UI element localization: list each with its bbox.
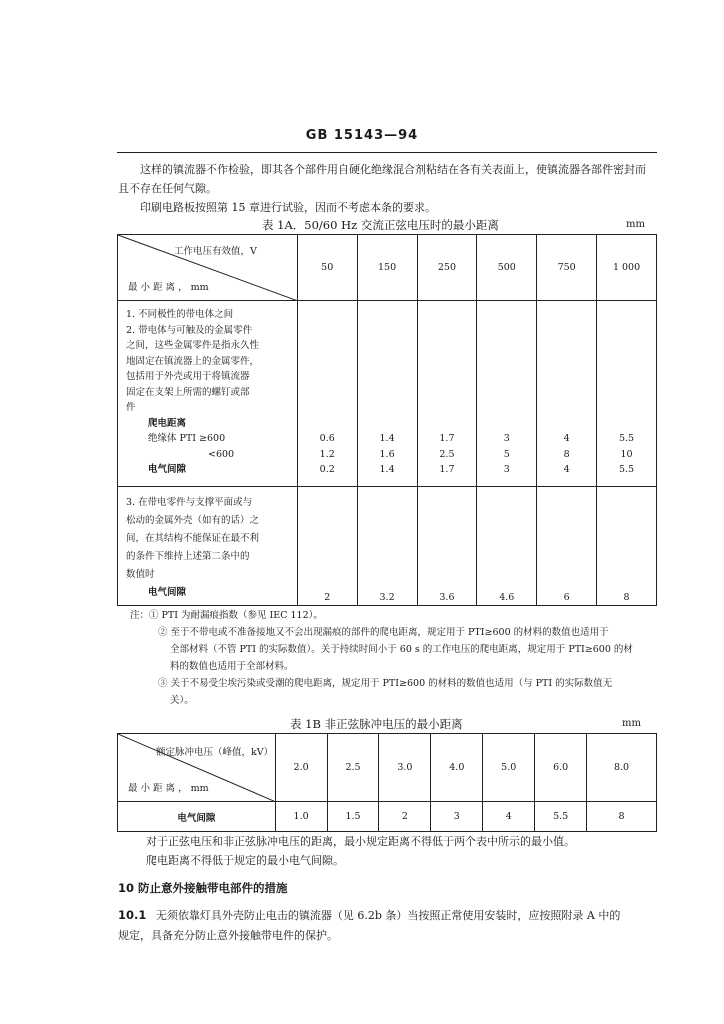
note-3-line-1: ③ 关于不易受尘埃污染或受潮的爬电距离，规定用于 PTI≥600 的材料的数值也适用（与 PTI 的实际数值无 xyxy=(158,678,613,689)
clearance-label: 电气间隙 xyxy=(148,464,187,475)
table-1a-notes xyxy=(130,607,660,709)
table-1b-value: 4 xyxy=(483,802,535,832)
group-3-line: 的条件下维持上述第二条中的 xyxy=(126,551,250,562)
table-1b-value: 3 xyxy=(431,802,483,832)
pti-high-value: 4 xyxy=(563,433,570,444)
pti-low-label: <600 xyxy=(208,448,235,460)
table-1a-col-header: 500 xyxy=(477,235,537,301)
group-3-value: 8 xyxy=(597,487,657,606)
table-1a-values-col xyxy=(597,301,657,487)
pti-low-value: 5 xyxy=(503,448,510,460)
pti-high-value: 5.5 xyxy=(618,433,635,444)
table-1b-col-header: 4.0 xyxy=(431,734,483,802)
clause-10-1-line-2: 规定，具备充分防止意外接触带电件的保护。 xyxy=(118,929,338,942)
pti-low-value: 1.2 xyxy=(319,448,335,460)
table-1b-header-row xyxy=(118,734,657,802)
table-1b-corner-cell xyxy=(118,734,276,802)
intro-paragraph-2: 印刷电路板按照第 15 章进行试验，因而不考虑本条的要求。 xyxy=(140,201,436,214)
section-10-title: 10 防止意外接触带电部件的措施 xyxy=(118,881,288,895)
table-1b-caption: 表 1B 非正弦脉冲电压的最小距离 xyxy=(290,717,463,731)
clearance-value: 1.4 xyxy=(379,464,395,475)
table-1b-corner-bottom-label: 最 小 距 离 ， mm xyxy=(128,783,209,794)
clause-10-1-line-1: 无须依靠灯具外壳防止电击的镇流器（见 6.2b 条）当按照正常使用安装时，应按照附录 A 中的 xyxy=(155,909,621,922)
group-3-line: 松动的金属外壳（如有的话）之 xyxy=(126,515,260,526)
clearance-value: 5.5 xyxy=(618,464,635,475)
table-1a-values-col xyxy=(537,301,597,487)
intro-paragraph-1: 这样的镇流器不作检验，即其各个部件用自硬化绝缘混合剂粘结在各有关表面上，使镇流器各部件密封而且不存在任何气隙。 xyxy=(118,163,646,195)
table-1b-value: 1.0 xyxy=(275,802,327,832)
table-1a-group-1-description xyxy=(118,301,298,487)
pti-low-value: 2.5 xyxy=(439,448,455,460)
pti-high-value: 0.6 xyxy=(319,433,335,444)
table-1a-col-header: 50 xyxy=(297,235,357,301)
table-1a-corner-cell xyxy=(118,235,298,301)
pti-high-value: 1.7 xyxy=(439,433,455,444)
note-2-line-3: 料的数值也适用于全部材料。 xyxy=(170,661,294,672)
clearance-value: 3 xyxy=(503,464,510,475)
clause-10-1 xyxy=(118,906,660,925)
table-1a-header-row xyxy=(118,235,657,301)
table-1a-values-col xyxy=(477,301,537,487)
group-3-value: 2 xyxy=(297,487,357,606)
table-1b-col-header: 6.0 xyxy=(535,734,587,802)
table-1a-col-header: 1 000 xyxy=(597,235,657,301)
group-3-value: 6 xyxy=(537,487,597,606)
table-1b-row-label: 电气间隙 xyxy=(118,802,276,832)
group-3-line: 3. 在带电零件与支撑平面或与 xyxy=(126,497,253,508)
table-1b-col-header: 3.0 xyxy=(379,734,431,802)
table-1a-corner-top-label: 工作电压有效值，V xyxy=(174,246,257,257)
after-paragraph-2: 爬电距离不得低于规定的最小电气间隙。 xyxy=(146,854,344,867)
creepage-label: 爬电距离 xyxy=(148,417,187,429)
table-1b-unit: mm xyxy=(622,718,641,729)
group-3-value: 4.6 xyxy=(477,487,537,606)
table-1b-clearance-row xyxy=(118,802,657,832)
pti-high-value: 3 xyxy=(503,433,510,444)
group-1-line: 地固定在镇流器上的金属零件， xyxy=(126,355,260,367)
group-1-line: 固定在支架上所需的螺钉或部 xyxy=(126,386,250,398)
table-1a-col-header: 250 xyxy=(417,235,477,301)
table-1a-caption: 表 1A．50/60 Hz 交流正弦电压时的最小距离 xyxy=(262,218,499,232)
group-1-line: 包括用于外壳或用于将镇流器 xyxy=(126,371,250,382)
clearance-value: 4 xyxy=(563,464,570,475)
table-1a-col-header: 150 xyxy=(357,235,417,301)
table-1b-value: 8 xyxy=(587,802,657,832)
pti-low-value: 8 xyxy=(563,448,570,460)
group-1-line: 之间，这些金属零件是指永久性 xyxy=(126,340,260,351)
table-1b-col-header: 8.0 xyxy=(587,734,657,802)
table-1a xyxy=(117,234,657,606)
group-1-line: 2. 带电体与可触及的金属零件 xyxy=(126,324,253,336)
group-3-clearance-label: 电气间隙 xyxy=(148,587,187,598)
table-1b-value: 1.5 xyxy=(327,802,379,832)
group-3-value: 3.6 xyxy=(417,487,477,606)
clearance-value: 0.2 xyxy=(319,464,335,475)
group-1-line: 1. 不同极性的带电体之间 xyxy=(126,309,234,320)
note-3-line-2: 关）。 xyxy=(170,695,194,706)
table-1a-group-3-description xyxy=(118,487,298,606)
note-1: 注：① PTI 为耐漏痕指数（参见 IEC 112）。 xyxy=(130,610,323,621)
table-1a-col-header: 750 xyxy=(537,235,597,301)
note-2-line-1: ② 至于不带电或不准备接地又不会出现漏痕的部件的爬电距离，规定用于 PTI≥600 的材料的数值也适用于 xyxy=(158,627,609,638)
group-3-line: 数值时 xyxy=(126,569,155,580)
table-1b-col-header: 5.0 xyxy=(483,734,535,802)
pti-high-label: 绝缘体 PTI ≥600 xyxy=(148,433,226,444)
pti-low-value: 10 xyxy=(620,448,633,460)
group-3-value: 3.2 xyxy=(357,487,417,606)
table-1a-group-3-row xyxy=(118,487,657,606)
table-1a-values-col xyxy=(417,301,477,487)
table-1a-group-1-row xyxy=(118,301,657,487)
table-1b-value: 2 xyxy=(379,802,431,832)
header-rule xyxy=(117,152,657,153)
table-1b-col-header: 2.5 xyxy=(327,734,379,802)
group-1-line: 件 xyxy=(126,402,136,413)
after-paragraph-1: 对于正弦电压和非正弦脉冲电压的距离，最小规定距离不得低于两个表中所示的最小值。 xyxy=(146,835,575,848)
pti-low-value: 1.6 xyxy=(379,448,395,460)
table-1a-values-col xyxy=(357,301,417,487)
table-1b-col-header: 2.0 xyxy=(275,734,327,802)
table-1a-values-col xyxy=(297,301,357,487)
table-1b xyxy=(117,733,657,832)
table-1b-value: 5.5 xyxy=(535,802,587,832)
group-3-line: 间，在其结构不能保证在最不利 xyxy=(126,533,260,544)
pti-high-value: 1.4 xyxy=(379,433,395,444)
clause-10-1-number: 10.1 xyxy=(118,908,147,922)
note-2-line-2: 全部材料（不管 PTI 的实际数值）。关于持续时间小于 60 s 的工作电压的爬电距离，规定用于 PTI≥600 的材 xyxy=(170,644,633,655)
standard-code-header: GB 15143—94 xyxy=(305,128,419,143)
clearance-value: 1.7 xyxy=(439,464,455,475)
table-1b-corner-top-label: 额定脉冲电压（峰值，kV） xyxy=(156,747,274,758)
table-1a-corner-bottom-label: 最 小 距 离 ， mm xyxy=(128,282,209,293)
table-1a-unit: mm xyxy=(626,219,645,230)
